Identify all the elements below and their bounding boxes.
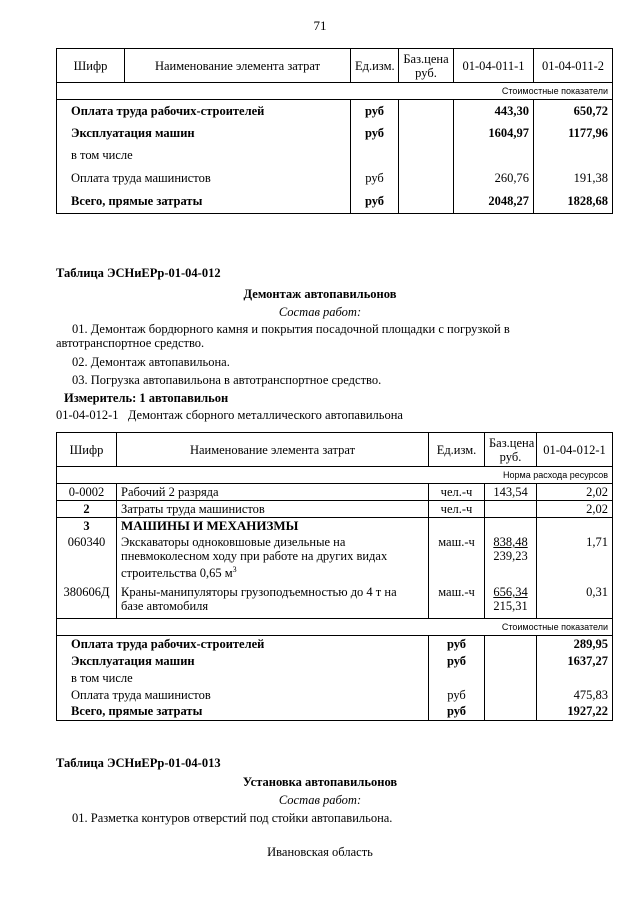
mach-name <box>117 534 429 584</box>
composition-label: Состав работ: <box>278 305 362 319</box>
total-unit: руб <box>429 635 485 652</box>
meter-line: Измеритель: 1 автопавильон <box>64 391 229 405</box>
header-unit: Ед.изм. <box>351 49 399 83</box>
mach-name-text: строительства 0,65 м <box>121 566 233 581</box>
header-name: Наименование элемента затрат <box>117 433 429 467</box>
price-wage: 239,23 <box>493 549 528 563</box>
row-unit: руб <box>351 100 399 122</box>
total-unit: руб <box>429 686 485 703</box>
res-unit: чел.-ч <box>429 501 485 518</box>
mach-code: 380606Д <box>57 584 117 618</box>
composition-label: Состав работ: <box>278 793 362 807</box>
row-v2: 650,72 <box>534 100 613 122</box>
row-name: Всего, прямые затраты <box>57 190 351 214</box>
work-item: 01. Разметка контуров отверстий под стойки автопавильона. <box>72 811 393 825</box>
header-name: Наименование элемента затрат <box>125 49 351 83</box>
header-unit: Ед.изм. <box>429 433 485 467</box>
total-name: Всего, прямые затраты <box>57 703 429 720</box>
header-base-price: Баз.цена руб. <box>399 49 454 83</box>
row-v1: 2048,27 <box>454 190 534 214</box>
res-code: 2 <box>57 501 117 518</box>
row-name: Оплата труда машинистов <box>57 166 351 190</box>
mach-price <box>485 534 537 584</box>
res-val: 2,02 <box>537 484 613 501</box>
row-name: Оплата труда рабочих-строителей <box>57 100 351 122</box>
mach-name-line <box>121 563 424 580</box>
row-v2: 1828,68 <box>534 190 613 214</box>
total-name: Эксплуатация машин <box>57 652 429 669</box>
row-name: в том числе <box>57 144 351 166</box>
section-title: Демонтаж автопавильонов <box>243 287 397 301</box>
mach-price <box>485 584 537 618</box>
res-price: 143,54 <box>485 484 537 501</box>
code-line: 01-04-012-1 Демонтаж сборного металлического автопавильона <box>56 408 403 422</box>
header-base-price: Баз.цена руб. <box>485 433 537 467</box>
total-val: 1927,22 <box>537 703 613 720</box>
row-v1: 1604,97 <box>454 122 534 144</box>
res-unit: чел.-ч <box>429 484 485 501</box>
mach-name <box>117 584 429 618</box>
table-title: Таблица ЭСНиЕРр-01-04-012 <box>56 266 221 280</box>
mach-unit: маш.-ч <box>429 584 485 618</box>
mach-name-line: базе автомобиля <box>121 599 209 613</box>
row-unit: руб <box>351 190 399 214</box>
page-number: 71 <box>313 18 327 33</box>
header-code: Шифр <box>57 433 117 467</box>
work-item: 02. Демонтаж автопавильона. <box>72 355 230 369</box>
work-item: 01. Демонтаж бордюрного камня и покрытия посадочной площадки с погрузкой в <box>72 322 510 336</box>
row-v1: 260,76 <box>454 166 534 190</box>
mach-code: 3 <box>57 518 117 535</box>
total-unit: руб <box>429 703 485 720</box>
mach-code: 060340 <box>57 534 117 584</box>
res-price <box>485 501 537 518</box>
res-val: 2,02 <box>537 501 613 518</box>
work-item: 03. Погрузка автопавильона в автотранспортное средство. <box>72 373 382 387</box>
cost-table-01-04-011 <box>56 48 613 214</box>
res-code: 0-0002 <box>57 484 117 501</box>
mach-title: МАШИНЫ И МЕХАНИЗМЫ <box>117 518 429 535</box>
mach-name-line: пневмоколесном ходу при работе на других видах <box>121 549 388 563</box>
section-label: Стоимостные показатели <box>57 83 613 100</box>
row-v1: 443,30 <box>454 100 534 122</box>
row-name: Эксплуатация машин <box>57 122 351 144</box>
superscript: 3 <box>232 565 237 574</box>
mach-unit: маш.-ч <box>429 534 485 584</box>
norm-label: Норма расхода ресурсов <box>57 467 613 484</box>
res-name: Рабочий 2 разряда <box>117 484 429 501</box>
total-val: 1637,27 <box>537 652 613 669</box>
total-unit: руб <box>429 652 485 669</box>
header-col2: 01-04-011-2 <box>534 49 613 83</box>
header-col1: 01-04-012-1 <box>537 433 613 467</box>
row-unit: руб <box>351 122 399 144</box>
row-unit: руб <box>351 166 399 190</box>
section-title: Установка автопавильонов <box>242 775 398 789</box>
res-name: Затраты труда машинистов <box>117 501 429 518</box>
mach-val: 0,31 <box>537 584 613 618</box>
footer-region: Ивановская область <box>267 845 373 859</box>
row-v2: 191,38 <box>534 166 613 190</box>
total-name: Оплата труда машинистов <box>57 686 429 703</box>
header-code: Шифр <box>57 49 125 83</box>
row-v2: 1177,96 <box>534 122 613 144</box>
mach-val: 1,71 <box>537 534 613 584</box>
work-item: автотранспортное средство. <box>56 336 205 350</box>
total-val: 289,95 <box>537 635 613 652</box>
price-main: 838,48 <box>493 535 528 549</box>
total-val: 475,83 <box>537 686 613 703</box>
resource-table-01-04-012 <box>56 432 613 721</box>
total-name: в том числе <box>57 669 429 686</box>
price-wage: 215,31 <box>493 599 528 613</box>
table-title: Таблица ЭСНиЕРр-01-04-013 <box>56 756 221 770</box>
mach-name-line: Экскаваторы одноковшовые дизельные на <box>121 535 346 549</box>
mach-name-line: Краны-манипуляторы грузоподъемностью до 4 т на <box>121 585 397 599</box>
price-main: 656,34 <box>493 585 528 599</box>
total-name: Оплата труда рабочих-строителей <box>57 635 429 652</box>
header-col1: 01-04-011-1 <box>454 49 534 83</box>
cost-label: Стоимостные показатели <box>57 618 613 635</box>
